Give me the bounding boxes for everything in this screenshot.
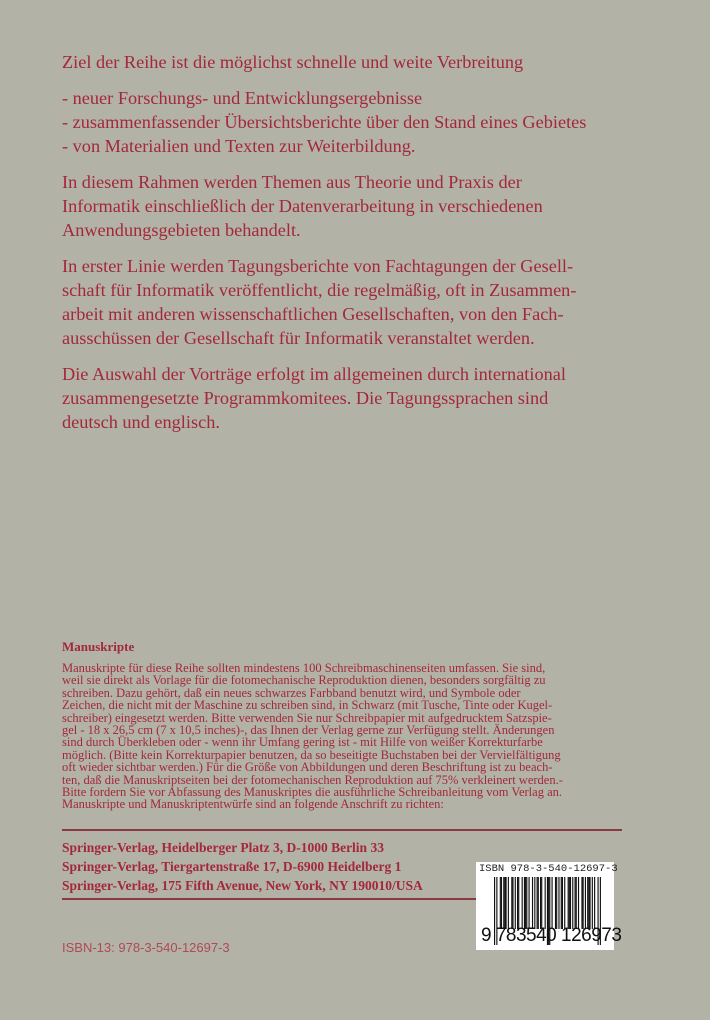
barcode-bar: [561, 877, 562, 929]
barcode-bar: [504, 877, 505, 929]
barcode-bar: [526, 877, 527, 929]
barcode-bar: [564, 877, 565, 929]
barcode-bar: [532, 877, 533, 929]
barcode-bar: [511, 877, 512, 929]
barcode-digits: 9 783540 126973: [481, 925, 622, 946]
barcode-bar: [572, 877, 573, 929]
barcode-bar: [518, 877, 519, 929]
divider-bottom: [62, 898, 476, 900]
barcode-bar: [508, 877, 509, 929]
isbn-barcode: [476, 862, 622, 950]
barcode-bar: [562, 877, 563, 929]
barcode-bar: [517, 877, 518, 929]
barcode-bar: [555, 877, 556, 929]
barcode-bar: [587, 877, 588, 929]
series-description: [62, 50, 662, 434]
barcode-bar: [556, 877, 557, 929]
barcode-bar: [522, 877, 523, 929]
intro-paragraph-3: In erster Linie werden Tagungsberichte von Fachtagungen der Gesell- schaft für Informatik veröffentlicht, die regelmäßig, oft in Zusammen- arbeit mit anderen wissenschaftlichen Gesellschaften, von den Fach- ausschüssen der Gesellschaft für Informatik veranstaltet werden.: [62, 256, 577, 348]
barcode-bar: [570, 877, 571, 929]
barcode-bar: [541, 877, 542, 929]
barcode-bar: [525, 877, 526, 929]
list-item: - neuer Forschungs- und Entwicklungsergebnisse: [62, 88, 423, 108]
address-new-york: Springer-Verlag, 175 Fifth Avenue, New York, NY 190010/USA: [62, 878, 423, 893]
barcode-bar: [588, 877, 589, 929]
manuscripts-heading: Manuskripte: [62, 639, 135, 654]
barcode-bar: [568, 877, 569, 929]
barcode-bar: [592, 877, 593, 929]
barcode-bar: [569, 877, 570, 929]
barcode-bar: [538, 877, 539, 929]
barcode-bar: [512, 877, 513, 929]
barcode-bar: [545, 877, 546, 929]
intro-paragraph-4: Die Auswahl der Vorträge erfolgt im allgemeinen durch international zusammengesetzte Programmkomitees. Die Tagungssprachen sind deutsch und englisch.: [62, 364, 566, 432]
barcode-bar: [583, 877, 584, 929]
barcode-bar: [578, 877, 579, 929]
list-item: - zusammenfassender Übersichtsberichte über den Stand eines Gebietes: [62, 112, 587, 132]
list-item: - von Materialien und Texten zur Weiterbildung.: [62, 136, 416, 156]
barcode-bar: [585, 877, 586, 929]
barcode-bar: [537, 877, 538, 929]
barcode-bar: [576, 877, 577, 929]
barcode-bar: [515, 877, 516, 929]
intro-list: [62, 86, 662, 158]
barcode-bar: [575, 877, 576, 929]
barcode-bar: [524, 877, 525, 929]
barcode-bar: [503, 877, 504, 929]
barcode-bar: [558, 877, 559, 929]
barcode-bar: [589, 877, 590, 929]
isbn-13-label: ISBN-13: 978-3-540-12697-3: [62, 940, 230, 955]
barcode-bar: [552, 877, 553, 929]
barcode-bar: [500, 877, 501, 929]
barcode-bar: [540, 877, 541, 929]
manuscripts-body: Manuskripte für diese Reihe sollten mindestens 100 Schreibmaschinenseiten umfassen. Sie sind, weil sie direkt als Vorlage für die fotomechanische Reproduktion dienen, besonders sorgfältig zu schreiben. Dazu gehört, daß ein neues schwarzes Farbband benutzt wird, und Symbole oder Zeichen, die nicht mit der Maschine zu schreiben sind, in Schwarz (mit Tusche, Tinte oder Kugel- schreiber) eingesetzt werden. Bitte verwenden Sie nur Schreibpapier mit aufgedrucktem Satzspie- gel - 18 x 26,5 cm (7 x 10,5 inches)-, das Ihnen der Verlag gerne zur Verfügung stellt. Änderungen sind durch Überkleben oder - wenn ihr Umfang gering ist - mit Hilfe von weißer Korrekturfarbe möglich. (Bitte kein Korrekturpapier benutzen, da so beseitigte Buchstaben bei der Vervielfältigung oft wieder sichtbar werden.) Für die Größe von Abbildungen und deren Beschriftung ist zu beach- ten, daß die Manuskriptseiten bei der fotomechanischen Reproduktion auf 75% verkleinert werden.- Bitte fordern Sie vor Abfassung des Manuskriptes die ausführliche Schreibanleitung vom Verlag an. Manuskripte und Manuskriptentwürfe sind an folgende Anschrift zu richten:: [62, 661, 563, 812]
barcode-isbn-header: ISBN 978-3-540-12697-3: [479, 863, 618, 875]
publisher-addresses: [62, 838, 423, 895]
barcode-bar: [581, 877, 582, 929]
manuscripts-section: [62, 640, 662, 811]
barcode-bar: [534, 877, 535, 929]
address-heidelberg: Springer-Verlag, Tiergartenstraße 17, D-6900 Heidelberg 1: [62, 859, 402, 874]
divider-top: [62, 829, 622, 831]
intro-paragraph-1: Ziel der Reihe ist die möglichst schnelle und weite Verbreitung: [62, 52, 524, 72]
intro-paragraph-2: In diesem Rahmen werden Themen aus Theorie und Praxis der Informatik einschließlich der Datenverarbeitung in verschiedenen Anwendungsgebieten behandelt.: [62, 172, 543, 240]
barcode-bar: [501, 877, 502, 929]
address-berlin: Springer-Verlag, Heidelberger Platz 3, D-1000 Berlin 33: [62, 840, 384, 855]
barcode-bar: [506, 877, 507, 929]
barcode-bar: [594, 877, 595, 929]
barcode-bar: [529, 877, 530, 929]
